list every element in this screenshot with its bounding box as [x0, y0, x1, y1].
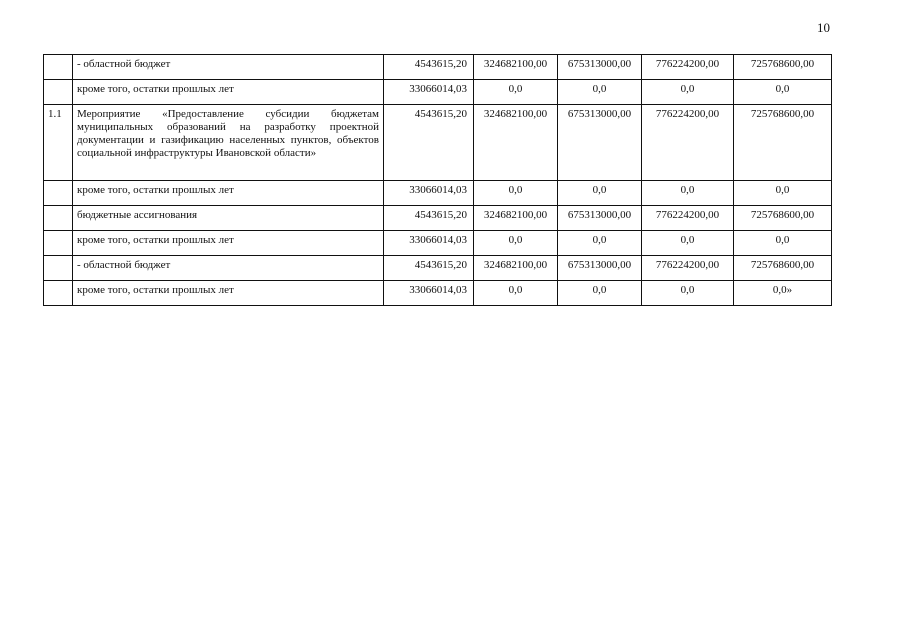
value-cell: 0,0	[474, 181, 558, 206]
row-label: - областной бюджет	[73, 256, 384, 281]
row-number	[44, 256, 73, 281]
value-cell: 0,0	[474, 281, 558, 306]
value-cell: 324682100,00	[474, 105, 558, 181]
row-number	[44, 55, 73, 80]
value-cell: 0,0	[558, 281, 642, 306]
value-cell: 0,0	[642, 231, 734, 256]
value-cell: 0,0	[734, 80, 832, 105]
value-cell: 0,0	[474, 80, 558, 105]
value-cell: 725768600,00	[734, 206, 832, 231]
value-cell: 33066014,03	[384, 231, 474, 256]
value-cell: 0,0	[558, 80, 642, 105]
value-cell: 0,0	[734, 181, 832, 206]
table-row	[44, 80, 832, 105]
table-row	[44, 281, 832, 306]
page-number: 10	[817, 20, 830, 35]
row-number	[44, 231, 73, 256]
value-cell: 0,0»	[734, 281, 832, 306]
table-row	[44, 256, 832, 281]
value-cell: 776224200,00	[642, 206, 734, 231]
value-cell: 33066014,03	[384, 281, 474, 306]
value-cell: 675313000,00	[558, 256, 642, 281]
row-number: 1.1	[44, 105, 73, 181]
value-cell: 0,0	[642, 281, 734, 306]
value-cell: 776224200,00	[642, 105, 734, 181]
value-cell: 0,0	[642, 80, 734, 105]
value-cell: 0,0	[558, 231, 642, 256]
row-label: Мероприятие «Предоставление субсидии бюджетам муниципальных образований на разработку проектной документации и газификацию населенных пунктов, объектов социальной инфраструктуры Ивановской области»	[73, 105, 384, 181]
value-cell: 675313000,00	[558, 206, 642, 231]
value-cell: 33066014,03	[384, 181, 474, 206]
value-cell: 0,0	[558, 181, 642, 206]
row-label: бюджетные ассигнования	[73, 206, 384, 231]
value-cell: 776224200,00	[642, 55, 734, 80]
table-row	[44, 105, 832, 181]
value-cell: 4543615,20	[384, 206, 474, 231]
value-cell: 324682100,00	[474, 256, 558, 281]
row-label: - областной бюджет	[73, 55, 384, 80]
row-number	[44, 80, 73, 105]
value-cell: 4543615,20	[384, 256, 474, 281]
table-row	[44, 231, 832, 256]
value-cell: 0,0	[734, 231, 832, 256]
row-number	[44, 181, 73, 206]
value-cell: 4543615,20	[384, 105, 474, 181]
table-row	[44, 181, 832, 206]
value-cell: 725768600,00	[734, 105, 832, 181]
row-number	[44, 281, 73, 306]
value-cell: 0,0	[474, 231, 558, 256]
value-cell: 4543615,20	[384, 55, 474, 80]
budget-table	[43, 54, 832, 306]
table-row	[44, 55, 832, 80]
value-cell: 324682100,00	[474, 55, 558, 80]
value-cell: 324682100,00	[474, 206, 558, 231]
value-cell: 776224200,00	[642, 256, 734, 281]
value-cell: 725768600,00	[734, 55, 832, 80]
row-label: кроме того, остатки прошлых лет	[73, 181, 384, 206]
value-cell: 725768600,00	[734, 256, 832, 281]
row-label: кроме того, остатки прошлых лет	[73, 231, 384, 256]
value-cell: 33066014,03	[384, 80, 474, 105]
value-cell: 675313000,00	[558, 105, 642, 181]
row-number	[44, 206, 73, 231]
value-cell: 0,0	[642, 181, 734, 206]
row-label: кроме того, остатки прошлых лет	[73, 80, 384, 105]
row-label: кроме того, остатки прошлых лет	[73, 281, 384, 306]
table-row	[44, 206, 832, 231]
value-cell: 675313000,00	[558, 55, 642, 80]
